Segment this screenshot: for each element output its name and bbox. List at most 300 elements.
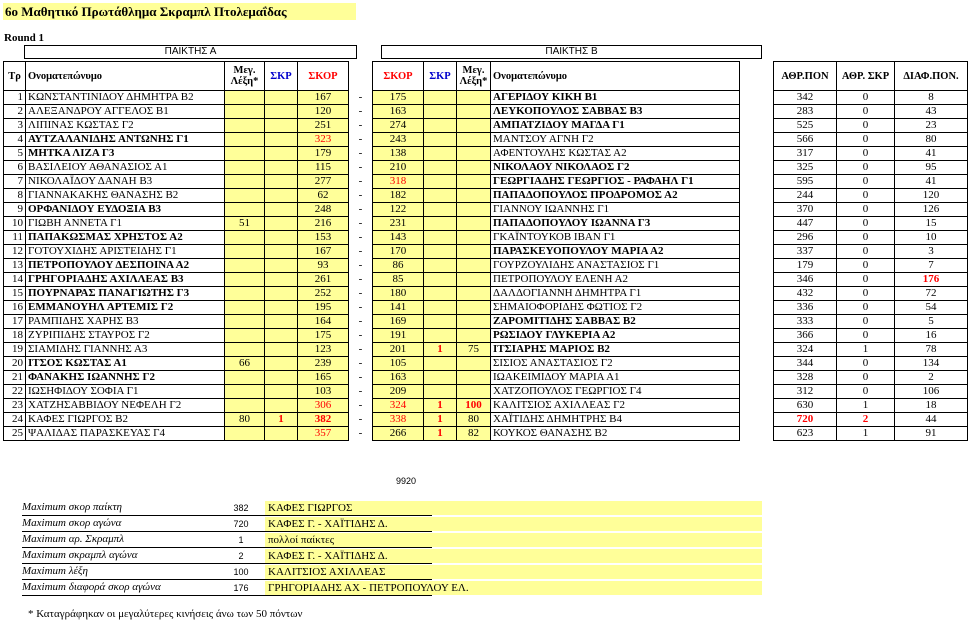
row-number: 23 <box>4 399 26 413</box>
player-b-skr <box>424 245 457 259</box>
row-number: 3 <box>4 119 26 133</box>
player-b-name: ΓΙΑΝΝΟΥ ΙΩΑΝΝΗΣ Γ1 <box>491 203 740 217</box>
player-b-score: 231 <box>373 217 424 231</box>
row-number: 7 <box>4 175 26 189</box>
total-skr: 0 <box>837 147 895 161</box>
table-row <box>4 259 740 273</box>
player-a-maxword <box>225 287 265 301</box>
player-a-score: 357 <box>298 427 349 441</box>
totals-row <box>774 231 968 245</box>
totals-row <box>774 357 968 371</box>
separator: - <box>358 259 363 271</box>
summary-underline <box>22 563 432 564</box>
table-row <box>4 105 740 119</box>
player-b-score: 163 <box>373 105 424 119</box>
separator: - <box>358 231 363 243</box>
player-a-maxword <box>225 385 265 399</box>
player-a-name: ΙΩΣΗΦΙΔΟΥ ΣΟΦΙΑ Γ1 <box>26 385 225 399</box>
total-points: 720 <box>774 413 837 427</box>
player-a-maxword: 51 <box>225 217 265 231</box>
player-a-score: 164 <box>298 315 349 329</box>
summary-underline <box>22 579 432 580</box>
total-points: 595 <box>774 175 837 189</box>
totals-row <box>774 371 968 385</box>
group-header-player-a: ΠΑΙΚΤΗΣ Α <box>24 45 357 59</box>
total-skr: 0 <box>837 105 895 119</box>
col-header-skr-a: ΣΚΡ <box>265 62 298 91</box>
table-row <box>4 315 740 329</box>
player-a-skr <box>265 301 298 315</box>
total-skr: 0 <box>837 119 895 133</box>
separator: - <box>358 385 363 397</box>
score-diff: 10 <box>895 231 968 245</box>
player-b-skr <box>424 315 457 329</box>
player-a-name: ΚΑΦΕΣ ΓΙΩΡΓΟΣ Β2 <box>26 413 225 427</box>
totals-row <box>774 105 968 119</box>
row-number: 20 <box>4 357 26 371</box>
player-a-score: 261 <box>298 273 349 287</box>
table-row <box>4 189 740 203</box>
player-a-name: ΜΗΤΚΑ ΛΙΖΑ Γ3 <box>26 147 225 161</box>
totals-row <box>774 133 968 147</box>
player-b-score: 85 <box>373 273 424 287</box>
separator: - <box>358 217 363 229</box>
separator: - <box>358 105 363 117</box>
table-row <box>4 245 740 259</box>
summary-label: Maximum αρ. Σκραμπλ <box>22 533 124 545</box>
total-points: 283 <box>774 105 837 119</box>
total-points: 344 <box>774 357 837 371</box>
score-diff: 8 <box>895 91 968 105</box>
player-b-maxword <box>457 147 491 161</box>
player-a-skr <box>265 329 298 343</box>
player-a-maxword <box>225 343 265 357</box>
player-b-name: ΝΙΚΟΛΑΟΥ ΝΙΚΟΛΑΟΣ Γ2 <box>491 161 740 175</box>
totals-row <box>774 259 968 273</box>
total-skr: 0 <box>837 371 895 385</box>
totals-table <box>773 61 968 441</box>
player-b-name: ΔΑΛΔΟΓΙΑΝΝΗ ΔΗΜΗΤΡΑ Γ1 <box>491 287 740 301</box>
player-b-skr <box>424 259 457 273</box>
player-a-maxword <box>225 119 265 133</box>
summary-value: 720 <box>233 519 249 529</box>
player-b-maxword <box>457 301 491 315</box>
col-header-name-b: Ονοματεπώνυμο <box>491 62 740 91</box>
player-a-name: ΝΙΚΟΛΑΪΔΟΥ ΔΑΝΑΗ Β3 <box>26 175 225 189</box>
totals-row <box>774 413 968 427</box>
player-b-score: 318 <box>373 175 424 189</box>
player-a-skr <box>265 91 298 105</box>
score-diff: 78 <box>895 343 968 357</box>
player-a-skr <box>265 371 298 385</box>
table-row <box>4 91 740 105</box>
totals-row <box>774 343 968 357</box>
separator: - <box>358 357 363 369</box>
player-b-score: 182 <box>373 189 424 203</box>
row-number: 14 <box>4 273 26 287</box>
player-a-score: 123 <box>298 343 349 357</box>
player-b-maxword <box>457 161 491 175</box>
score-diff: 72 <box>895 287 968 301</box>
total-points: 525 <box>774 119 837 133</box>
summary-underline <box>22 515 432 516</box>
player-a-skr <box>265 231 298 245</box>
total-points: 337 <box>774 245 837 259</box>
player-b-maxword <box>457 189 491 203</box>
totals-row <box>774 245 968 259</box>
player-b-maxword <box>457 329 491 343</box>
player-a-score: 120 <box>298 105 349 119</box>
player-b-score: 141 <box>373 301 424 315</box>
player-b-skr <box>424 119 457 133</box>
score-diff: 54 <box>895 301 968 315</box>
player-b-skr <box>424 133 457 147</box>
player-a-name: ΓΙΩΒΗ ΑΝΝΕΤΑ Γ1 <box>26 217 225 231</box>
table-row <box>4 119 740 133</box>
player-a-name: ΨΑΛΙΔΑΣ ΠΑΡΑΣΚΕΥΑΣ Γ4 <box>26 427 225 441</box>
table-row <box>4 329 740 343</box>
player-b-name: ΚΑΛΙΤΣΙΟΣ ΑΧΙΛΛΕΑΣ Γ2 <box>491 399 740 413</box>
score-diff: 3 <box>895 245 968 259</box>
player-a-skr <box>265 161 298 175</box>
row-number: 1 <box>4 91 26 105</box>
separator: - <box>358 189 363 201</box>
player-b-name: ΑΦΕΝΤΟΥΛΗΣ ΚΩΣΤΑΣ Α2 <box>491 147 740 161</box>
player-a-maxword <box>225 147 265 161</box>
player-a-maxword <box>225 399 265 413</box>
player-b-maxword <box>457 105 491 119</box>
col-header-diff: ΔΙΑΦ.ΠΟΝ. <box>895 62 968 91</box>
col-header-maxword-b: Μεγ. Λέξη* <box>457 62 491 91</box>
player-a-score: 251 <box>298 119 349 133</box>
summary-label: Maximum λέξη <box>22 565 89 577</box>
player-a-name: ΑΛΕΞΑΝΔΡΟΥ ΑΓΓΕΛΟΣ Β1 <box>26 105 225 119</box>
col-header-separator <box>349 62 373 91</box>
table-row <box>4 427 740 441</box>
separator: - <box>358 133 363 145</box>
player-a-name: ΒΑΣΙΛΕΙΟΥ ΑΘΑΝΑΣΙΟΣ Α1 <box>26 161 225 175</box>
player-a-score: 167 <box>298 245 349 259</box>
col-header-skr-b: ΣΚΡ <box>424 62 457 91</box>
player-b-skr <box>424 371 457 385</box>
totals-row <box>774 217 968 231</box>
total-skr: 0 <box>837 203 895 217</box>
row-number: 17 <box>4 315 26 329</box>
summary-value: 382 <box>233 503 249 513</box>
player-b-skr: 1 <box>424 427 457 441</box>
player-b-score: 324 <box>373 399 424 413</box>
col-header-total-skr: ΑΘΡ. ΣΚΡ <box>837 62 895 91</box>
player-a-name: ΚΩΝΣΤΑΝΤΙΝΙΔΟΥ ΔΗΜΗΤΡΑ Β2 <box>26 91 225 105</box>
player-a-score: 115 <box>298 161 349 175</box>
player-b-maxword <box>457 119 491 133</box>
group-header-player-b: ΠΑΙΚΤΗΣ Β <box>381 45 762 59</box>
col-header-score-a: ΣΚΟΡ <box>298 62 349 91</box>
player-b-score: 175 <box>373 91 424 105</box>
player-b-score: 180 <box>373 287 424 301</box>
player-b-maxword <box>457 273 491 287</box>
player-a-skr <box>265 427 298 441</box>
col-header-score-b: ΣΚΟΡ <box>373 62 424 91</box>
total-skr: 0 <box>837 357 895 371</box>
player-b-skr <box>424 273 457 287</box>
player-b-skr: 1 <box>424 399 457 413</box>
player-b-skr <box>424 217 457 231</box>
row-number: 11 <box>4 231 26 245</box>
player-a-skr: 1 <box>265 413 298 427</box>
player-b-skr <box>424 203 457 217</box>
separator: - <box>358 273 363 285</box>
player-a-skr <box>265 357 298 371</box>
player-b-name: ΠΕΤΡΟΠΟΥΛΟΥ ΕΛΕΝΗ Α2 <box>491 273 740 287</box>
player-a-skr <box>265 105 298 119</box>
player-b-name: ΙΤΣΙΑΡΗΣ ΜΑΡΙΟΣ Β2 <box>491 343 740 357</box>
score-diff: 5 <box>895 315 968 329</box>
total-points: 342 <box>774 91 837 105</box>
player-a-name: ΓΟΤΟΥΧΙΔΗΣ ΑΡΙΣΤΕΙΔΗΣ Γ1 <box>26 245 225 259</box>
player-b-skr <box>424 301 457 315</box>
player-a-skr <box>265 203 298 217</box>
score-diff: 18 <box>895 399 968 413</box>
player-a-name: ΟΡΦΑΝΙΔΟΥ ΕΥΔΟΞΙΑ Β3 <box>26 203 225 217</box>
player-a-maxword <box>225 315 265 329</box>
summary-value: 1 <box>238 535 244 545</box>
total-points: 317 <box>774 147 837 161</box>
total-points: 244 <box>774 189 837 203</box>
separator: - <box>358 161 363 173</box>
total-points: 623 <box>774 427 837 441</box>
row-number: 16 <box>4 301 26 315</box>
total-skr: 0 <box>837 287 895 301</box>
player-a-maxword <box>225 133 265 147</box>
player-b-maxword <box>457 217 491 231</box>
total-points: 336 <box>774 301 837 315</box>
player-b-name: ΑΜΠΑΤΖΙΔΟΥ ΜΑΓΔΑ Γ1 <box>491 119 740 133</box>
player-a-maxword <box>225 91 265 105</box>
row-number: 22 <box>4 385 26 399</box>
player-a-skr <box>265 287 298 301</box>
score-diff: 91 <box>895 427 968 441</box>
player-b-skr <box>424 105 457 119</box>
player-b-score: 105 <box>373 357 424 371</box>
player-a-score: 248 <box>298 203 349 217</box>
player-b-skr <box>424 231 457 245</box>
totals-row <box>774 301 968 315</box>
row-number: 8 <box>4 189 26 203</box>
summary-underline <box>22 547 432 548</box>
summary-holder: ΚΑΦΕΣ ΓΙΩΡΓΟΣ <box>265 501 762 515</box>
player-a-skr <box>265 189 298 203</box>
score-diff: 16 <box>895 329 968 343</box>
score-diff: 120 <box>895 189 968 203</box>
player-a-score: 382 <box>298 413 349 427</box>
player-a-maxword <box>225 427 265 441</box>
totals-row <box>774 273 968 287</box>
row-number: 4 <box>4 133 26 147</box>
total-skr: 0 <box>837 161 895 175</box>
summary-holder: ΚΑΦΕΣ Γ. - ΧΑΪΤΙΔΗΣ Δ. <box>265 549 762 563</box>
total-points: 325 <box>774 161 837 175</box>
player-b-skr <box>424 91 457 105</box>
player-b-name: ΠΑΠΑΔΟΠΟΥΛΟΣ ΠΡΟΔΡΟΜΟΣ Α2 <box>491 189 740 203</box>
table-row <box>4 175 740 189</box>
separator: - <box>358 119 363 131</box>
player-a-name: ΖΥΡΙΠΙΔΗΣ ΣΤΑΥΡΟΣ Γ2 <box>26 329 225 343</box>
player-b-score: 170 <box>373 245 424 259</box>
total-points: 179 <box>774 259 837 273</box>
footnote: * Καταγράφηκαν οι μεγαλύτερες κινήσεις άνω των 50 πόντων <box>28 608 303 620</box>
score-diff: 95 <box>895 161 968 175</box>
summary-holder: ΚΑΦΕΣ Γ. - ΧΑΪΤΙΔΗΣ Δ. <box>265 517 762 531</box>
player-b-score: 163 <box>373 371 424 385</box>
player-a-skr <box>265 343 298 357</box>
total-skr: 0 <box>837 259 895 273</box>
player-a-skr <box>265 259 298 273</box>
player-a-maxword: 80 <box>225 413 265 427</box>
row-number: 15 <box>4 287 26 301</box>
player-b-name: ΓΚΑΪΝΤΟΥΚΟΒ ΙΒΑΝ Γ1 <box>491 231 740 245</box>
totals-row <box>774 427 968 441</box>
player-a-maxword <box>225 245 265 259</box>
player-b-score: 122 <box>373 203 424 217</box>
total-points: 630 <box>774 399 837 413</box>
player-a-name: ΑΥΤΖΑΛΑΝΙΔΗΣ ΑΝΤΩΝΗΣ Γ1 <box>26 133 225 147</box>
row-number: 18 <box>4 329 26 343</box>
separator: - <box>358 203 363 215</box>
player-a-score: 62 <box>298 189 349 203</box>
player-b-skr <box>424 189 457 203</box>
player-a-score: 252 <box>298 287 349 301</box>
player-b-skr: 1 <box>424 343 457 357</box>
table-row <box>4 371 740 385</box>
player-a-score: 239 <box>298 357 349 371</box>
table-row <box>4 133 740 147</box>
score-diff: 134 <box>895 357 968 371</box>
total-points: 296 <box>774 231 837 245</box>
player-a-score: 216 <box>298 217 349 231</box>
player-a-name: ΣΙΑΜΙΔΗΣ ΓΙΑΝΝΗΣ Α3 <box>26 343 225 357</box>
table-row <box>4 273 740 287</box>
player-b-skr <box>424 175 457 189</box>
table-row <box>4 301 740 315</box>
player-a-name: ΧΑΤΖΗΣΑΒΒΙΔΟΥ ΝΕΦΕΛΗ Γ2 <box>26 399 225 413</box>
score-diff: 15 <box>895 217 968 231</box>
player-a-skr <box>265 315 298 329</box>
score-diff: 23 <box>895 119 968 133</box>
player-a-maxword <box>225 301 265 315</box>
total-skr: 0 <box>837 133 895 147</box>
total-points: 346 <box>774 273 837 287</box>
total-skr: 0 <box>837 301 895 315</box>
row-number: 12 <box>4 245 26 259</box>
summary-underline <box>22 595 432 596</box>
scores-table <box>3 61 740 441</box>
player-a-maxword <box>225 189 265 203</box>
total-skr: 0 <box>837 231 895 245</box>
summary-holder: ΚΑΛΙΤΣΙΟΣ ΑΧΙΛΛΕΑΣ <box>265 565 762 579</box>
total-points: 324 <box>774 343 837 357</box>
total-skr: 1 <box>837 343 895 357</box>
table-row <box>4 385 740 399</box>
player-b-maxword: 75 <box>457 343 491 357</box>
player-a-maxword <box>225 161 265 175</box>
summary-label: Maximum σκορ παίκτη <box>22 501 122 513</box>
score-diff: 2 <box>895 371 968 385</box>
player-a-name: ΦΑΝΑΚΗΣ ΙΩΑΝΝΗΣ Γ2 <box>26 371 225 385</box>
separator: - <box>358 315 363 327</box>
player-b-maxword <box>457 385 491 399</box>
player-b-skr <box>424 357 457 371</box>
player-b-maxword: 80 <box>457 413 491 427</box>
total-skr: 0 <box>837 329 895 343</box>
player-a-skr <box>265 133 298 147</box>
player-a-name: ΠΟΥΡΝΑΡΑΣ ΠΑΝΑΓΙΩΤΗΣ Γ3 <box>26 287 225 301</box>
player-b-name: ΧΑΤΖΟΠΟΥΛΟΣ ΓΕΩΡΓΙΟΣ Γ4 <box>491 385 740 399</box>
player-a-maxword <box>225 203 265 217</box>
player-b-name: ΙΩΑΚΕΙΜΙΔΟΥ ΜΑΡΙΑ Α1 <box>491 371 740 385</box>
summary-label: Maximum σκορ αγώνα <box>22 517 122 529</box>
player-a-name: ΕΜΜΑΝΟΥΗΛ ΑΡΤΕΜΙΣ Γ2 <box>26 301 225 315</box>
row-number: 2 <box>4 105 26 119</box>
col-header-total-points: ΑΘΡ.ΠΟΝ <box>774 62 837 91</box>
player-a-score: 179 <box>298 147 349 161</box>
player-a-score: 153 <box>298 231 349 245</box>
player-a-score: 103 <box>298 385 349 399</box>
table-row <box>4 147 740 161</box>
player-b-score: 86 <box>373 259 424 273</box>
total-points: 370 <box>774 203 837 217</box>
totals-row <box>774 119 968 133</box>
separator: - <box>358 371 363 383</box>
round-label: Round 1 <box>4 32 45 44</box>
total-points: 366 <box>774 329 837 343</box>
player-a-score: 167 <box>298 91 349 105</box>
player-a-maxword <box>225 105 265 119</box>
total-skr: 1 <box>837 427 895 441</box>
player-b-name: ΖΑΡΟΜΙΤΙΔΗΣ ΣΑΒΒΑΣ Β2 <box>491 315 740 329</box>
player-b-skr <box>424 287 457 301</box>
score-diff: 43 <box>895 105 968 119</box>
player-b-maxword: 100 <box>457 399 491 413</box>
page-title: 6ο Μαθητικό Πρωτάθλημα Σκραμπλ Πτολεμαΐδας <box>3 3 356 20</box>
totals-row <box>774 161 968 175</box>
total-points: 432 <box>774 287 837 301</box>
score-diff: 41 <box>895 147 968 161</box>
score-diff: 44 <box>895 413 968 427</box>
table-row <box>4 413 740 427</box>
total-skr: 0 <box>837 273 895 287</box>
player-b-name: ΧΑΪΤΙΔΗΣ ΔΗΜΗΤΡΗΣ Β4 <box>491 413 740 427</box>
summary-value: 2 <box>238 551 244 561</box>
row-number: 9 <box>4 203 26 217</box>
separator: - <box>358 427 363 439</box>
player-a-maxword <box>225 273 265 287</box>
total-skr: 0 <box>837 385 895 399</box>
summary-underline <box>22 531 432 532</box>
separator: - <box>358 413 363 425</box>
table-row <box>4 287 740 301</box>
player-b-score: 191 <box>373 329 424 343</box>
player-a-maxword: 66 <box>225 357 265 371</box>
player-b-name: ΡΩΣΙΔΟΥ ΓΛΥΚΕΡΙΑ Α2 <box>491 329 740 343</box>
table-row <box>4 343 740 357</box>
score-diff: 176 <box>895 273 968 287</box>
separator: - <box>358 175 363 187</box>
player-b-maxword <box>457 259 491 273</box>
table-row <box>4 161 740 175</box>
player-b-score: 201 <box>373 343 424 357</box>
player-b-maxword <box>457 245 491 259</box>
